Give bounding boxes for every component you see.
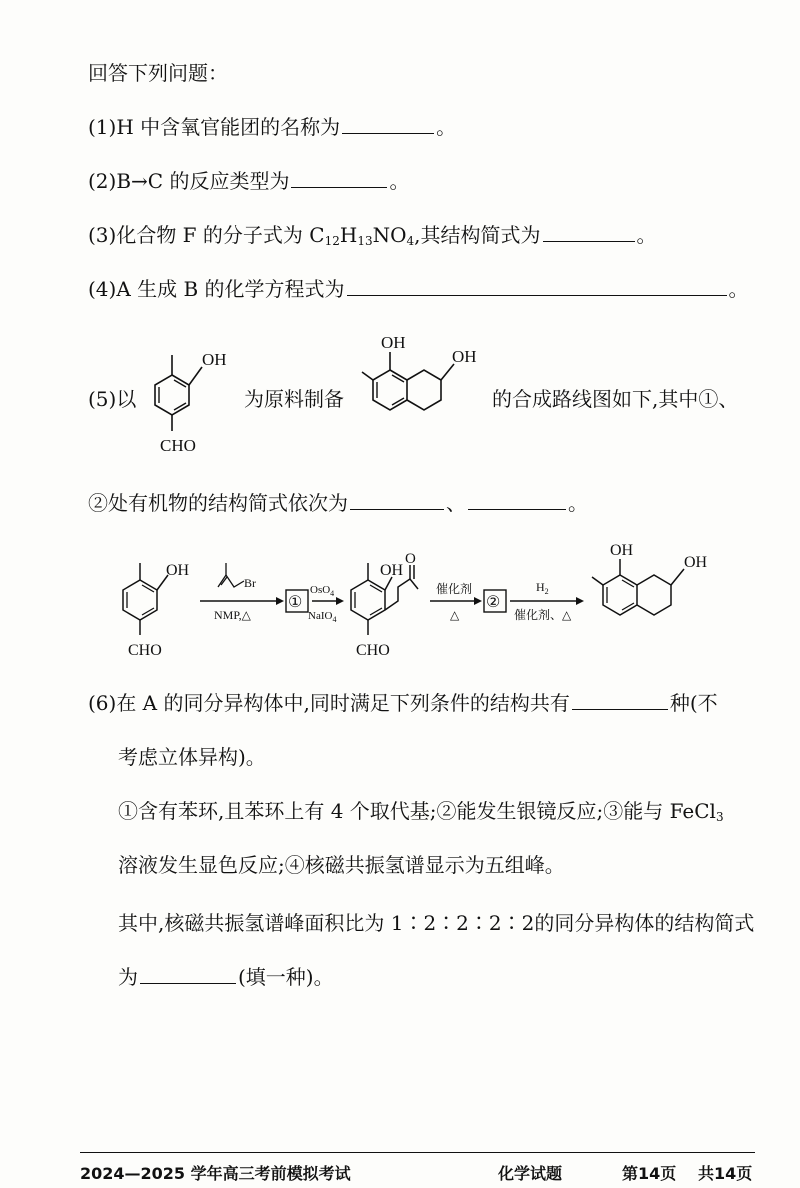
route-naio4: NaIO$_4$ xyxy=(308,610,337,624)
q6-note2-text: 为 xyxy=(118,965,138,989)
q5-sep: 、 xyxy=(446,491,466,515)
footer-total: 共14页 xyxy=(698,1164,753,1183)
q6-note2-end: (填一种)。 xyxy=(238,965,334,989)
q6-text-end: 种(不 xyxy=(669,691,718,715)
route-h2: $H_2$ xyxy=(536,580,549,596)
q3-mid: ,其结构简式为 xyxy=(414,223,541,247)
q1-text: (1)H 中含氧官能团的名称为 xyxy=(88,115,341,139)
route-catalyst-delta: 催化剂、△ xyxy=(514,608,572,622)
q3-sub-o: 4 xyxy=(406,234,415,248)
q5-blank-1 xyxy=(350,491,444,510)
route-prod-oh-right: OH xyxy=(684,554,708,571)
oh-label: OH xyxy=(202,350,227,369)
target-oh-right-label: OH xyxy=(452,347,477,366)
q3-text: (3)化合物 F 的分子式为 C xyxy=(88,223,325,247)
q6-line2: 考虑立体异构)。 xyxy=(118,745,266,769)
footer-exam: 2024—2025 学年高三考前模拟考试 xyxy=(80,1164,351,1183)
route-sm-oh: OH xyxy=(166,562,190,579)
synthesis-route xyxy=(100,535,740,665)
q5-lead: (5)以 xyxy=(88,387,137,411)
route-catalyst-1: 催化剂 xyxy=(436,582,473,596)
q5-line2-text: ②处有机物的结构简式依次为 xyxy=(88,491,348,515)
q5-mid: 为原料制备 xyxy=(244,387,344,411)
q3-sub-h: 13 xyxy=(357,234,373,248)
q3-sub-c: 12 xyxy=(324,234,340,248)
target-structure xyxy=(360,330,500,430)
q6-note-1: 其中,核磁共振氢谱峰面积比为 1∶2∶2∶2∶2的同分异构体的结构简式 xyxy=(118,911,755,935)
footer-page: 第14页 xyxy=(622,1164,677,1183)
footer-rule xyxy=(80,1152,755,1153)
cho-label: CHO xyxy=(160,436,196,455)
route-br: Br xyxy=(244,576,256,590)
q3-h: H xyxy=(339,223,358,247)
route-box-1-label: ① xyxy=(288,594,303,611)
q6-blank-structure xyxy=(140,965,236,984)
question-4 xyxy=(88,276,749,302)
q5-line2 xyxy=(88,490,588,516)
starting-material-structure xyxy=(140,345,240,460)
q6-cond1-text: ①含有苯环,且苯环上有 4 个取代基;②能发生银镜反应;③能与 FeCl xyxy=(118,799,716,823)
route-int-oh: OH xyxy=(380,562,404,579)
q2-blank xyxy=(291,169,387,188)
q6-note-2 xyxy=(118,964,334,990)
q6-text: (6)在 A 的同分异构体中,同时满足下列条件的结构共有 xyxy=(88,691,570,715)
q6-condition-1 xyxy=(118,798,724,824)
q5-tail: 的合成路线图如下,其中①、 xyxy=(492,387,739,411)
route-prod-oh-top: OH xyxy=(610,542,634,559)
question-6 xyxy=(88,690,718,716)
q3-no: NO xyxy=(372,223,407,247)
q1-blank xyxy=(342,115,434,134)
target-oh-top-label: OH xyxy=(381,333,406,352)
route-int-o: O xyxy=(405,551,416,567)
question-1 xyxy=(88,114,456,140)
q5-blank-2 xyxy=(468,491,566,510)
route-delta-1: △ xyxy=(450,608,460,622)
question-3 xyxy=(88,222,657,248)
q4-text: (4)A 生成 B 的化学方程式为 xyxy=(88,277,345,301)
footer-subject: 化学试题 xyxy=(498,1164,563,1183)
route-sm-cho: CHO xyxy=(128,642,162,659)
q3-blank xyxy=(543,223,635,242)
q6-condition-2: 溶液发生显色反应;④核磁共振氢谱显示为五组峰。 xyxy=(118,853,565,877)
q6-cond1-sub: 3 xyxy=(715,810,724,824)
q4-end: 。 xyxy=(728,277,749,301)
question-2 xyxy=(88,168,409,194)
q5-end: 。 xyxy=(568,491,588,515)
q6-blank-count xyxy=(572,691,668,710)
route-oso4: OsO$_4$ xyxy=(310,584,335,598)
route-box-2-label: ② xyxy=(486,594,501,611)
intro-text: 回答下列问题： xyxy=(88,61,228,85)
route-nmp: NMP,△ xyxy=(214,608,251,622)
route-int-cho: CHO xyxy=(356,642,390,659)
q1-end: 。 xyxy=(436,115,457,139)
q2-end: 。 xyxy=(389,169,410,193)
q4-blank xyxy=(347,277,727,296)
q2-text: (2)B→C 的反应类型为 xyxy=(88,169,290,193)
q3-end: 。 xyxy=(636,223,657,247)
